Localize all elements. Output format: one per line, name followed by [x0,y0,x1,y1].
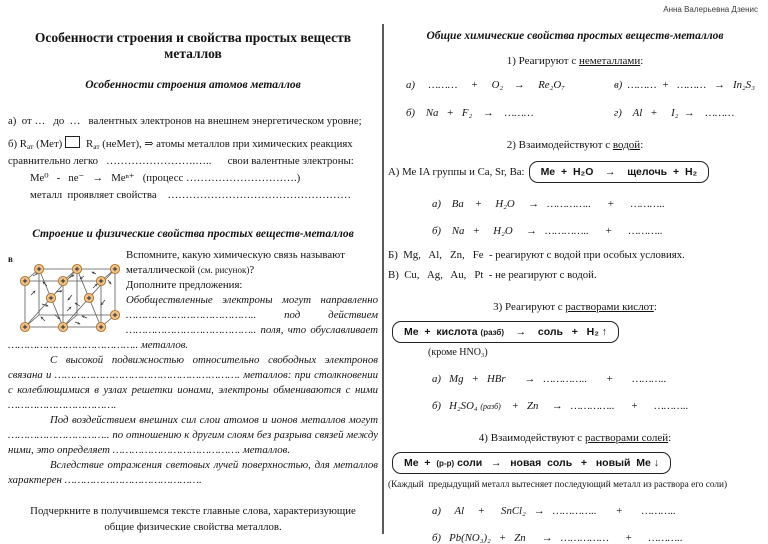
item-b-line4: металл проявляет свойства …………………………………………… [30,189,351,201]
s3-underlined: растворами кислот [565,301,654,313]
question-mark: ? [249,264,255,276]
water-special-conditions-row: Б) Mg, Al, Zn, Fe - реагируют с водой при особых условиях. [388,249,685,261]
equation-4b: б) Pb(NO₃)₂ + Zn → …………… + ……….. [432,532,683,544]
subscript-at-1: ат [27,142,34,151]
equation-2b: б) Na + H₂O → ………….. + ……….. [432,225,663,237]
subscript-at-2: ат [93,142,100,151]
figure-label: в [8,254,13,264]
item-b-part2: (Мет) [33,138,63,150]
s2-pre: 2) Взаимодействуют с [506,139,613,151]
eq3b-part1: б) H₂SO₄ [432,400,481,412]
s2-colon: : [640,139,644,151]
s4-colon: : [668,432,672,444]
acid-box-part2: → соль + H₂ ↑ [504,326,608,338]
salt-box-solution-note: (р-р) [436,459,455,468]
item-b-part3: R [83,138,94,150]
equation-2a: а) Ba + H₂O → ………….. + ……….. [432,198,665,210]
item-b-part4: (неМет), ⇒ атомы металлов при химических реакциях [99,138,353,150]
s3-pre: 3) Реагируют с [493,301,566,313]
fill-paragraph-2: С высокой подвижностью относительно свободных электронов связана и …………………………………………………. металлов: при столкновении с колеблющимися в узлах решетки ионами, электроны обмениваются с ними ……………………………. [8,354,378,411]
equation-1a: а) ……… + O₂ → Re₂O₇ [406,79,565,91]
equation-1b: б) Na + F₂ → ……… [406,107,534,119]
eq3b-part2: + Zn → ………….. + ……….. [500,400,689,412]
water-rule-row [388,161,762,183]
water-rule-label: А) Ме IA группы и Ca, Sr, Ba: [388,166,525,178]
section-physical-title: Строение и физические свойства простых веществ-металлов [32,228,354,240]
fill-paragraph-1: Обобществленные электроны могут направленно ………………………………….. под действием ………………………………….. поля, что обуславливает ………………………………….. металлов. [8,294,378,351]
chemical-properties-title: Общие химические свойства простых веществ-металлов [426,30,724,42]
complete-sentences-line: Дополните предложения: [126,279,243,291]
equation-4a: а) Al + SnCl₂ → ………….. + ……….. [432,505,676,517]
metal-lattice-diagram [17,249,121,333]
s1-colon: : [640,55,644,67]
s2-underlined: водой [612,139,641,151]
equation-3b [388,400,762,412]
equation-3a: а) Mg + HBr → ………….. + ……….. [432,373,667,385]
salt-scheme-row [388,452,762,474]
salt-box-part1: Ме + [404,457,437,469]
item-b-part1: б) R [8,138,27,150]
subsection-2-heading [388,139,762,151]
water-no-reaction-row: В) Cu, Ag, Au, Pt - не реагируют с водой. [388,269,597,281]
item-a-line: а) от … до … валентных электронов на внешнем энергетическом уровне; [8,115,362,127]
subsection-1-heading [388,55,762,67]
section-atoms-title: Особенности строения атомов металлов [85,79,301,91]
subsection-3-heading [388,301,762,313]
author-name: Анна Валерьевна Дзенис [663,5,758,14]
nonmetal-equations-grid [388,79,762,119]
equation-1g: г) Al + I₂ → ……… [614,107,735,119]
item-b-line2: сравнительно легко …………………….….. свои валентные электроны: [8,155,354,167]
s4-underlined: растворами солей [584,432,669,444]
s4-pre: 4) Взаимодействуют с [478,432,585,444]
subsection-4-heading [388,432,762,444]
underline-task: Подчеркните в получившемся тексте главные слова, характеризующие общие физические свойства металлов. [30,505,356,533]
crystal-lattice-figure [8,249,122,333]
fill-paragraph-4: Вследствие отражения световых лучей поверхностью, для металлов характерен ……………………………………. [8,459,378,486]
see-figure-note: (см. рисунок) [197,265,250,275]
s3-colon: : [653,301,657,313]
s1-pre: 1) Реагируют с [506,55,579,67]
acid-reaction-scheme-box [392,321,619,343]
physical-properties-block [8,248,378,488]
page-title: Особенности строения и свойства простых веществ металлов [34,30,352,61]
ionization-equation: Ме⁰ - ne⁻ → Меⁿ⁺ (процесс ………………………….) [30,172,301,184]
acid-box-dilute-note: (разб) [480,328,505,337]
displacement-rule-note: (Каждый предыдущий металл вытесняет последующий металл из раствора его соли) [388,480,728,490]
item-b-line1 [8,136,378,154]
salt-box-part2: соли → новая соль + новый Ме ↓ [454,457,660,469]
right-column [388,0,762,544]
water-reaction-scheme-box: Ме + H₂O → щелочь + H₂ [529,161,710,183]
question-text: Вспомните, какую химическую связь называют металлической [126,249,345,276]
acid-scheme-row [388,321,762,343]
eq3b-dilute-note: (разб) [480,402,501,411]
left-column [8,0,378,535]
s1-underlined: неметаллами [579,55,641,67]
column-divider [382,24,384,534]
comparison-blank-box [65,136,80,148]
equation-1v: в) ……… + ……… → In₂S₃ [614,79,755,91]
except-hno3-note: (кроме HNO₃) [428,347,488,358]
acid-box-part1: Ме + кислота [404,326,481,338]
salt-reaction-scheme-box [392,452,671,474]
fill-paragraph-3: Под воздействием внешних сил слои атомов и ионов металлов могут ………………………….. по отношению к другим слоям без разрыва связей между ними, это определяет …………………………………. металлов. [8,414,378,456]
